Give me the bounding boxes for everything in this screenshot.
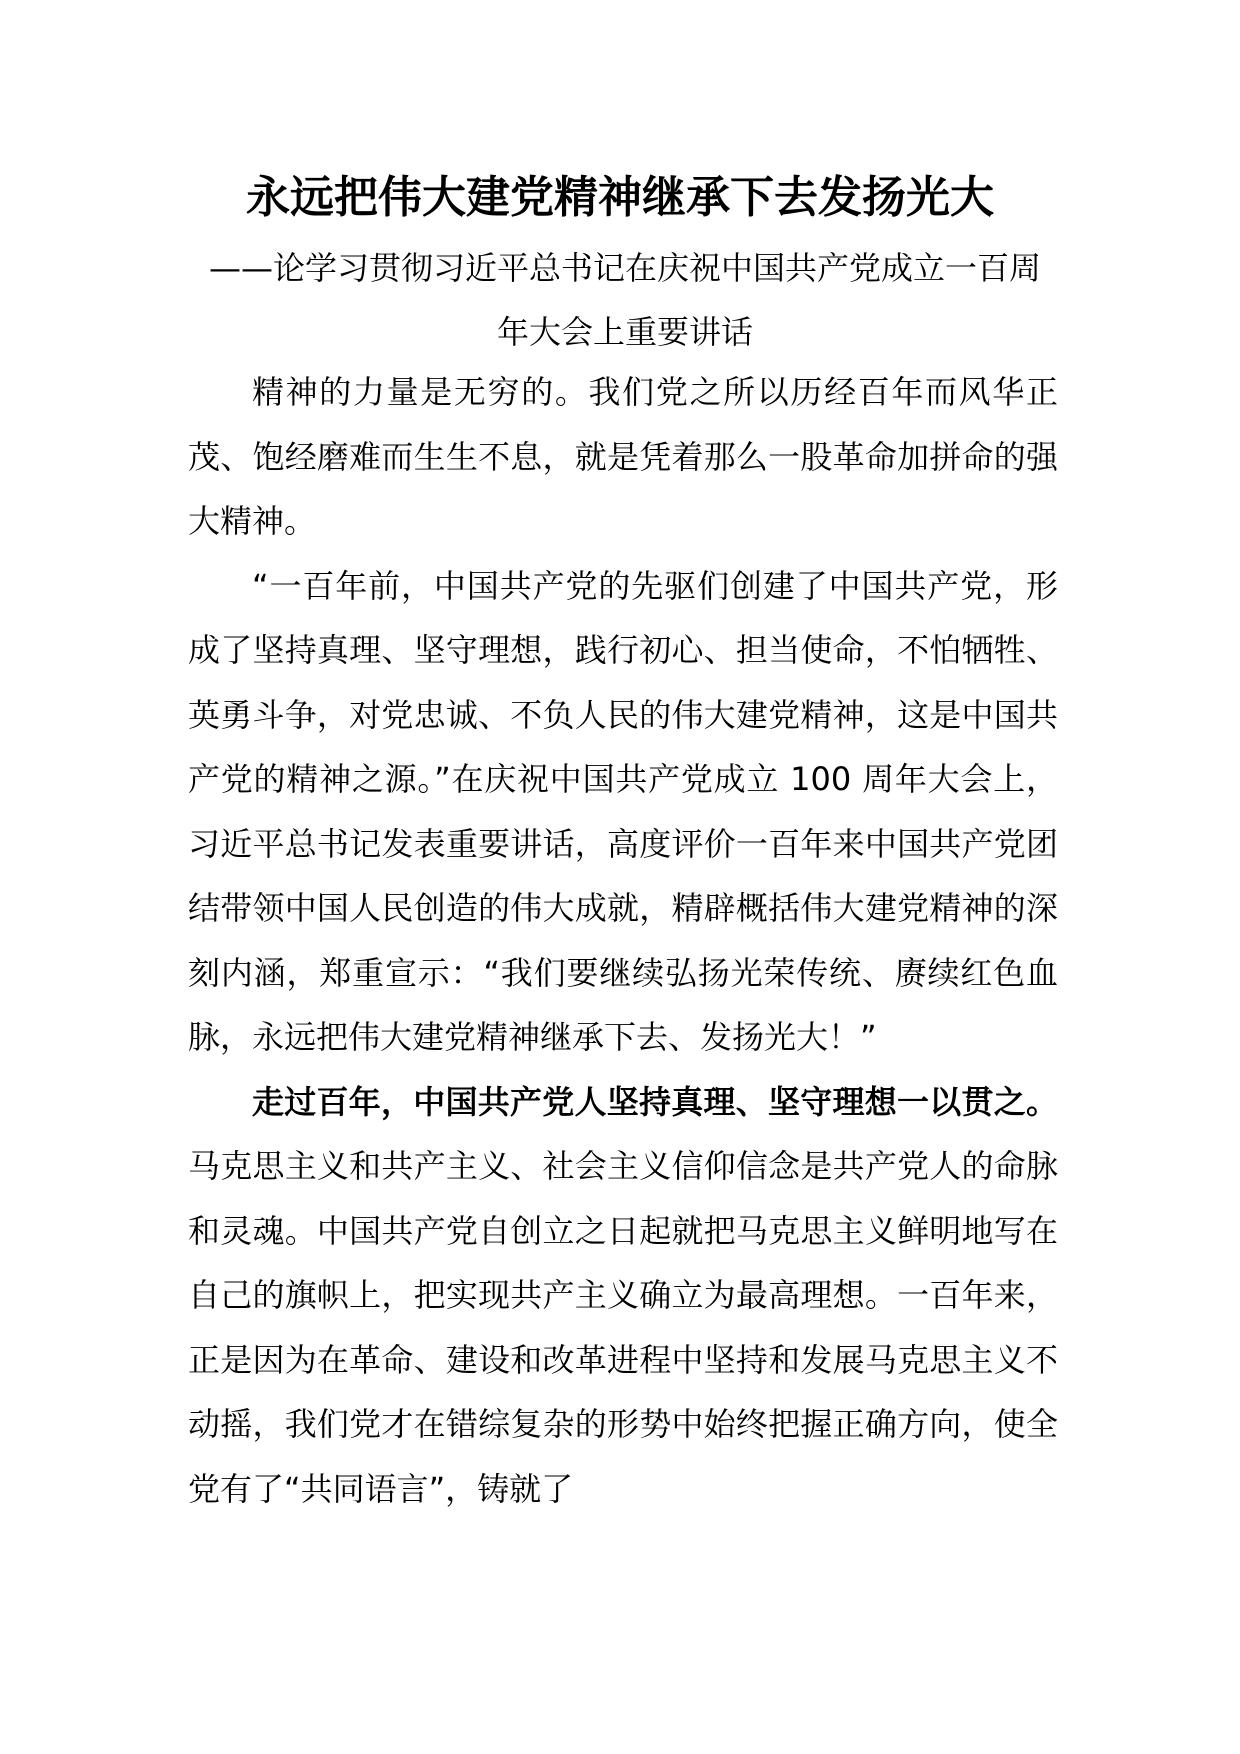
document-title: 永远把伟大建党精神继承下去发扬光大 [246, 172, 994, 223]
body-paragraph [188, 554, 1058, 1070]
paragraph-lead: 走过百年，中国共产党人坚持真理、坚守理想一以贯之。 [252, 1082, 1058, 1121]
paragraph-text: 精神的力量是无穷的。我们党之所以历经百年而风华正茂、饱经磨难而生生不息，就是凭着那么一股革命加拼命的强大精神。 [188, 373, 1058, 540]
paragraph-text: “一百年前，中国共产党的先驱们创建了中国共产党，形成了坚持真理、坚守理想，践行初心、担当使命，不怕牺牲、英勇斗争，对党忠诚、不负人民的伟大建党精神，这是中国共产党的精神之源。”在庆祝中国共产党成立 100 周年大会上，习近平总书记发表重要讲话，高度评价一百年来中国共产党团结带领中国人民创造的伟大成就，精辟概括伟大建党精神的深刻内涵，郑重宣示：“我们要继续弘扬光荣传统、赓续红色血脉，永远把伟大建党精神继承下去、发扬光大！” [188, 566, 1058, 1056]
body-paragraph [188, 1070, 1058, 1522]
document-body [188, 360, 1058, 1521]
document-subtitle: ——论学习贯彻习近平总书记在庆祝中国共产党成立一百周年大会上重要讲话 [208, 249, 1041, 351]
body-paragraph [188, 360, 1058, 554]
paragraph-text: 马克思主义和共产主义、社会主义信仰信念是共产党人的命脉和灵魂。中国共产党自创立之日起就把马克思主义鲜明地写在自己的旗帜上，把实现共产主义确立为最高理想。一百年来，正是因为在革命、建设和改革进程中坚持和发展马克思主义不动摇，我们党才在错综复杂的形势中始终把握正确方向，使全党有了“共同语言”，铸就了 [188, 1147, 1058, 1508]
